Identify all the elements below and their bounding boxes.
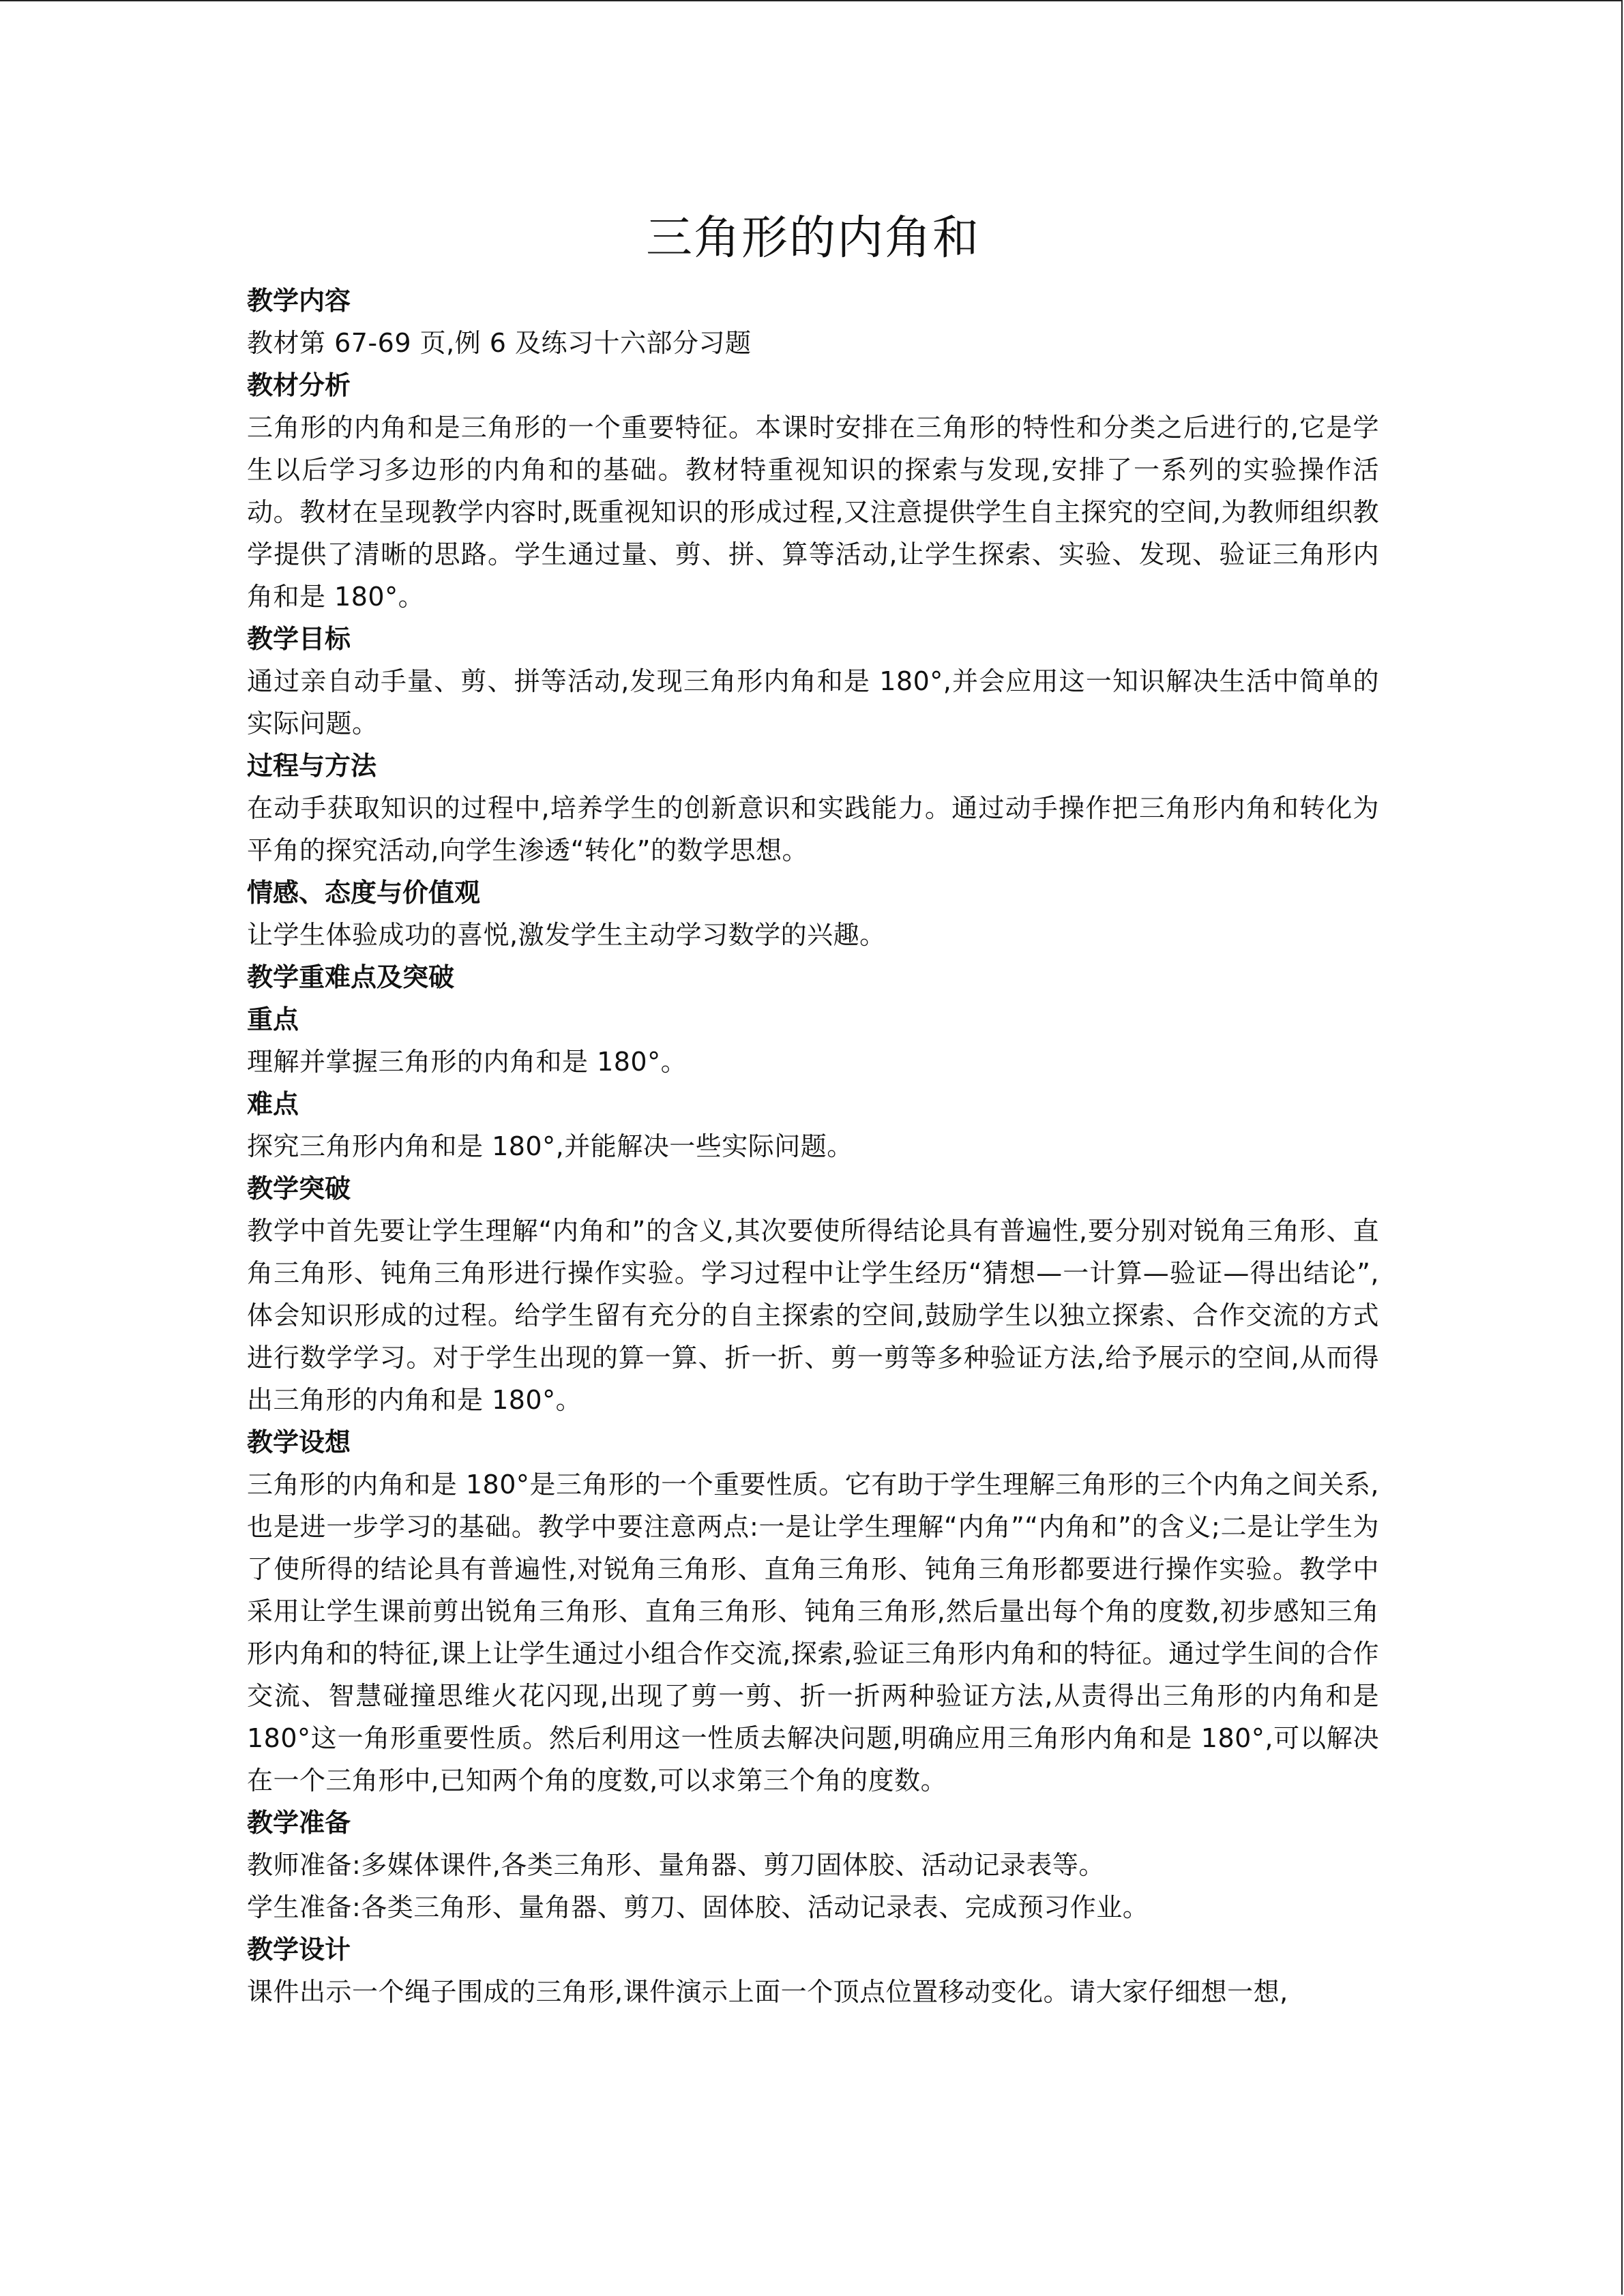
section-teaching-content xyxy=(247,280,1379,364)
section-heading: 教学设计 xyxy=(247,1935,351,1965)
section-heading: 教学重难点及突破 xyxy=(247,962,455,992)
section-text: 教学中首先要让学生理解“内角和”的含义,其次要使所得结论具有普遍性,要分别对锐角三角形、直角三角形、钝角三角形进行操作实验。学习过程中让学生经历“猜想—一计算—验证—得出结论”,体会知识形成的过程。给学生留有充分的自主探索的空间,鼓励学生以独立探索、合作交流的方式进行数学学习。对于学生出现的算一算、折一折、剪一剪等多种验证方法,给予展示的空间,从而得出三角形的内角和是 180°。 xyxy=(247,1216,1379,1415)
section-teaching-breakthrough xyxy=(247,1167,1379,1421)
section-heading: 教学目标 xyxy=(247,624,351,654)
section-teaching-preparation xyxy=(247,1802,1379,1928)
section-heading: 教材分析 xyxy=(247,370,351,400)
section-emotion-values xyxy=(247,871,1379,956)
section-text: 在动手获取知识的过程中,培养学生的创新意识和实践能力。通过动手操作把三角形内角和转化为平角的探究活动,向学生渗透“转化”的数学思想。 xyxy=(247,793,1379,865)
section-teaching-concept xyxy=(247,1421,1379,1802)
section-text: 教师准备:多媒体课件,各类三角形、量角器、剪刀固体胶、活动记录表等。 xyxy=(247,1850,1105,1880)
section-key-point xyxy=(247,998,1379,1083)
section-key-difficult-points xyxy=(247,956,1379,998)
section-text: 三角形的内角和是三角形的一个重要特征。本课时安排在三角形的特性和分类之后进行的,它是学生以后学习多边形的内角和的基础。教材特重视知识的探索与发现,安排了一系列的实验操作活动。教材在呈现教学内容时,既重视知识的形成过程,又注意提供学生自主探究的空间,为教师组织教学提供了清晰的思路。学生通过量、剪、拼、算等活动,让学生探索、实验、发现、验证三角形内角和是 180°。 xyxy=(247,413,1379,612)
section-teaching-objectives xyxy=(247,618,1379,745)
section-text: 三角形的内角和是 180°是三角形的一个重要性质。它有助于学生理解三角形的三个内角之间关系,也是进一步学习的基础。教学中要注意两点:一是让学生理解“内角”“内角和”的含义;二是让学生为了使所得的结论具有普遍性,对锐角三角形、直角三角形、钝角三角形都要进行操作实验。教学中采用让学生课前剪出锐角三角形、直角三角形、钝角三角形,然后量出每个角的度数,初步感知三角形内角和的特征,课上让学生通过小组合作交流,探索,验证三角形内角和的特征。通过学生间的合作交流、智慧碰撞思维火花闪现,出现了剪一剪、折一折两种验证方法,从责得出三角形的内角和是 180°这一角形重要性质。然后利用这一性质去解决问题,明确应用三角形内角和是 180°,可以解决在一个三角形中,已知两个角的度数,可以求第三个角的度数。 xyxy=(247,1470,1379,1795)
section-text: 理解并掌握三角形的内角和是 180°。 xyxy=(247,1047,688,1077)
section-text: 学生准备:各类三角形、量角器、剪刀、固体胶、活动记录表、完成预习作业。 xyxy=(247,1892,1149,1922)
section-text: 探究三角形内角和是 180°,并能解决一些实际问题。 xyxy=(247,1131,853,1161)
section-material-analysis xyxy=(247,364,1379,618)
section-heading: 教学准备 xyxy=(247,1808,351,1838)
section-text: 课件出示一个绳子围成的三角形,课件演示上面一个顶点位置移动变化。请大家仔细想一想, xyxy=(247,1977,1288,2007)
section-heading: 教学突破 xyxy=(247,1174,351,1204)
section-heading: 重点 xyxy=(247,1004,299,1034)
section-text: 教材第 67-69 页,例 6 及练习十六部分习题 xyxy=(247,328,752,358)
section-process-methods xyxy=(247,745,1379,871)
document-body xyxy=(247,205,1379,2013)
section-text: 通过亲自动手量、剪、拼等活动,发现三角形内角和是 180°,并会应用这一知识解决生活中简单的实际问题。 xyxy=(247,666,1379,739)
section-heading: 教学内容 xyxy=(247,286,351,316)
section-teaching-design xyxy=(247,1928,1379,2013)
section-heading: 过程与方法 xyxy=(247,751,377,781)
document-title: 三角形的内角和 xyxy=(645,211,980,265)
section-heading: 情感、态度与价值观 xyxy=(247,878,481,908)
section-heading: 教学设想 xyxy=(247,1427,351,1457)
section-text: 让学生体验成功的喜悦,激发学生主动学习数学的兴趣。 xyxy=(247,920,886,950)
section-difficult-point xyxy=(247,1083,1379,1167)
section-heading: 难点 xyxy=(247,1089,299,1119)
